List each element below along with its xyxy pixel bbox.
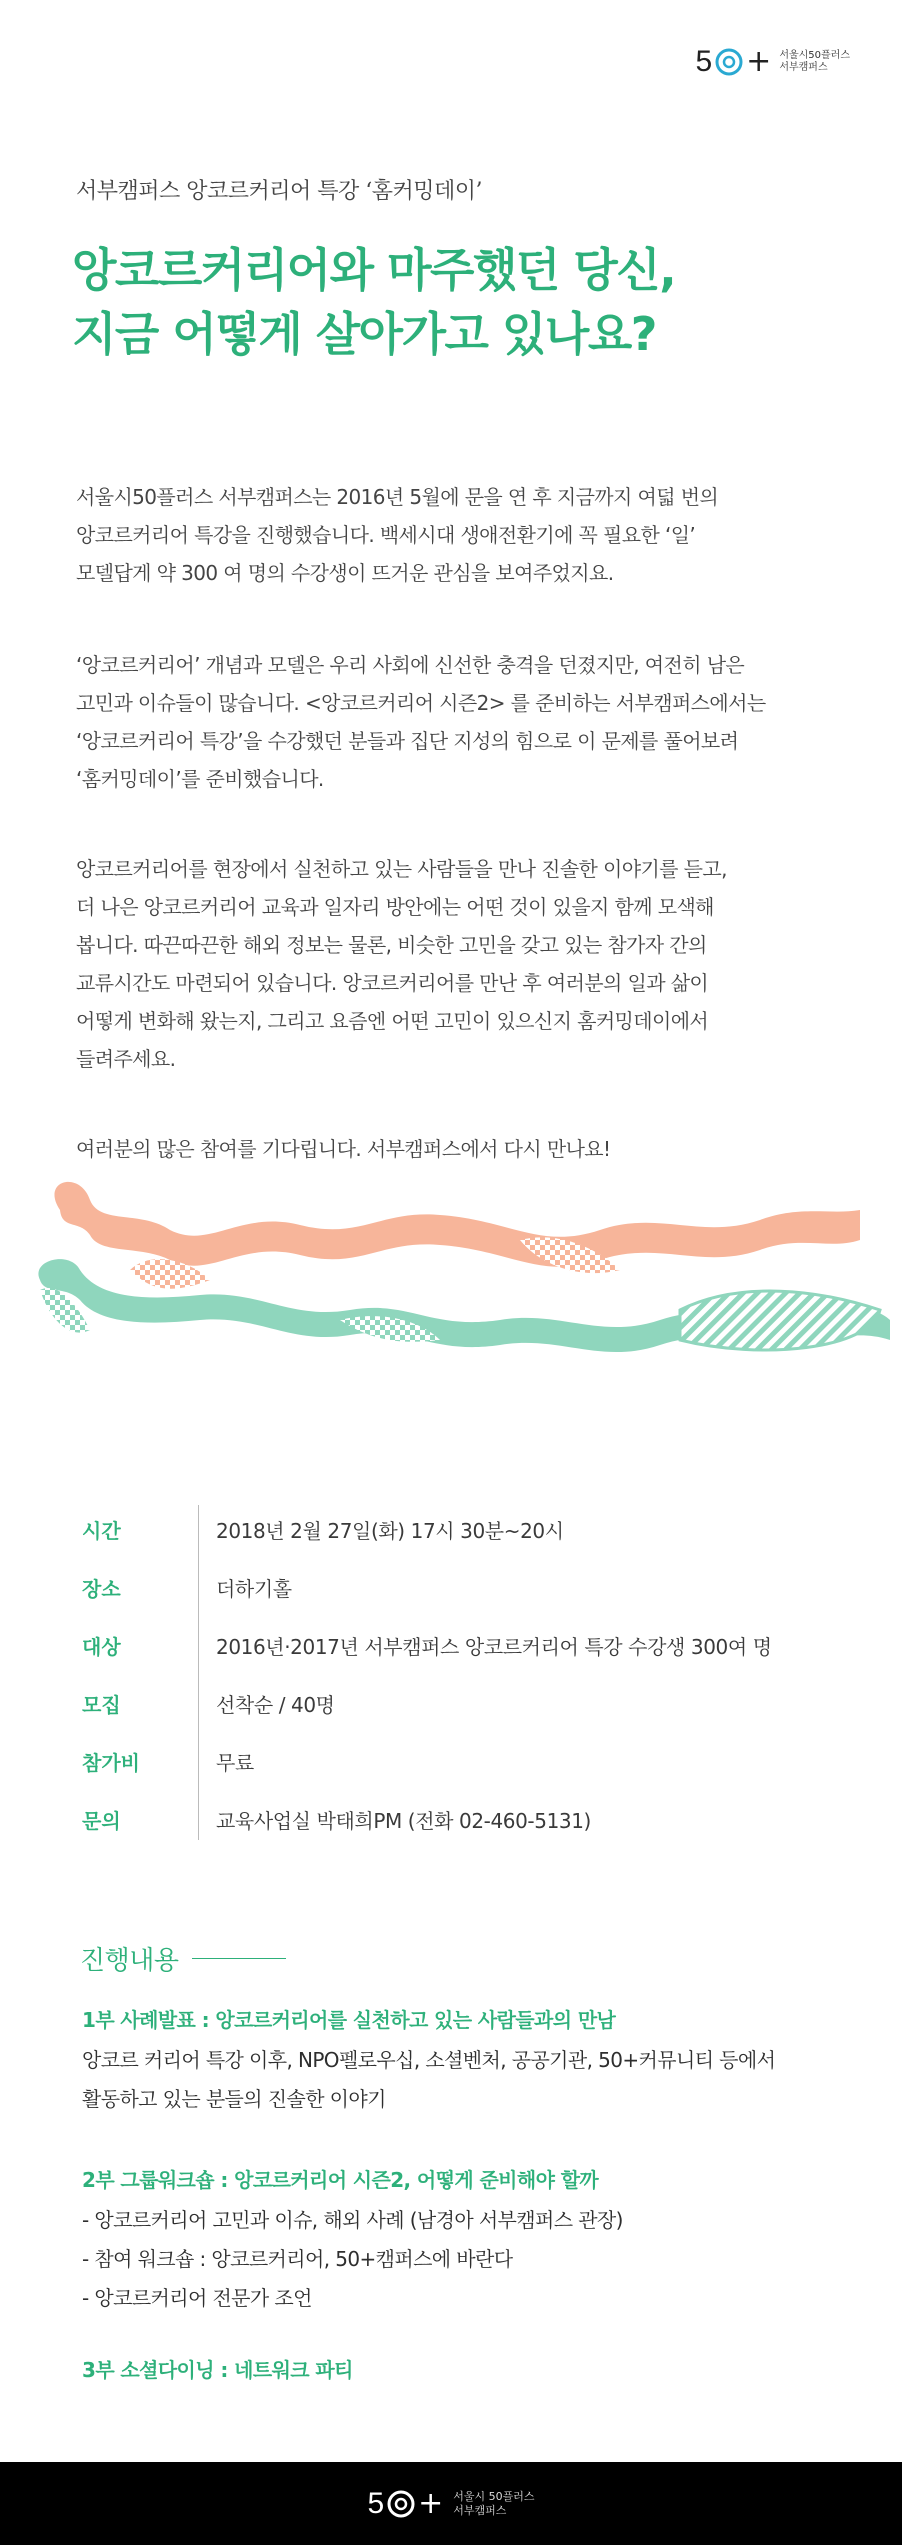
event-headline <box>72 238 675 366</box>
part-title: 1부 사례발표 : 앙코르커리어를 실천하고 있는 사람들과의 만남 <box>82 2008 616 2032</box>
info-row-time <box>82 1500 772 1558</box>
headline-line1: 앙코르커리어와 마주했던 당신, <box>72 243 676 297</box>
info-label: 시간 <box>82 1518 121 1543</box>
info-label: 참가비 <box>82 1750 140 1775</box>
info-label: 대상 <box>82 1634 121 1659</box>
info-value: 선착순 / 40명 <box>216 1692 335 1717</box>
footer-logo-ring-icon <box>386 2489 416 2519</box>
info-value: 더하기홀 <box>216 1576 292 1601</box>
logo-plus: + <box>746 44 772 79</box>
headline-line2: 지금 어떻게 살아가고 있나요? <box>72 307 656 361</box>
info-label: 모집 <box>82 1692 121 1717</box>
footer-logo-mark <box>367 2486 443 2521</box>
footer <box>0 2462 902 2545</box>
info-value: 2018년 2월 27일(화) 17시 30분~20시 <box>216 1518 564 1543</box>
brand-logo <box>695 44 850 79</box>
part-title: 2부 그룹워크숍 : 앙코르커리어 시즌2, 어떻게 준비해야 할까 <box>82 2168 599 2192</box>
info-row-contact <box>82 1790 772 1848</box>
footer-text-line2: 서부캠퍼스 <box>453 2503 507 2517</box>
program-title: 진행내용 <box>80 1946 179 1976</box>
program-heading <box>80 1940 286 1977</box>
part-line: - 참여 워크숍 : 앙코르커리어, 50+캠퍼스에 바란다 <box>82 2247 513 2271</box>
footer-logo-number: 5 <box>367 2486 385 2520</box>
part-line: 앙코르 커리어 특강 이후, NPO펠로우십, 소셜벤처, 공공기관, 50+커뮤니티 등에서 <box>82 2048 776 2072</box>
info-value: 교육사업실 박태희PM (전화 02-460-5131) <box>216 1808 591 1833</box>
info-value: 무료 <box>216 1750 254 1775</box>
wave-illustration <box>0 1170 902 1390</box>
footer-logo-plus: + <box>418 2486 444 2521</box>
intro-paragraph-3: 앙코르커리어를 현장에서 실천하고 있는 사람들을 만나 진솔한 이야기를 듣고, 더 나은 앙코르커리어 교육과 일자리 방안에는 어떤 것이 있을지 함께 모색해 봅니다. 따끈따끈한 해외 정보는 물론, 비슷한 고민을 갖고 있는 참가자 간의 교류시간도 마련되어 있습니다. 앙코르커리어를 만난 후 여러분의 일과 삶이 어떻게 변화해 왔는지, 그리고 요즘엔 어떤 고민이 있으신지 홈커밍데이에서 들려주세요. <box>76 857 727 1071</box>
footer-text-line1: 서울시 50플러스 <box>453 2490 535 2504</box>
logo-ring-icon <box>714 47 744 77</box>
peach-wave <box>54 1182 860 1289</box>
intro-paragraph-2: ‘앙코르커리어’ 개념과 모델은 우리 사회에 신선한 충격을 던졌지만, 여전히 남은 고민과 이슈들이 많습니다. <앙코르커리어 시즌2> 를 준비하는 서부캠퍼스에서는 ‘앙코르커리어 특강’을 수강했던 분들과 집단 지성의 힘으로 이 문제를 풀어보려 ‘홈커밍데이’를 준비했습니다. <box>76 653 766 791</box>
logo-text-line1: 서울시50플러스 <box>779 49 850 61</box>
intro-paragraph-1: 서울시50플러스 서부캠퍼스는 2016년 5월에 문을 연 후 지금까지 여덟 번의 앙코르커리어 특강을 진행했습니다. 백세시대 생애전환기에 꼭 필요한 ‘일’ 모델답게 약 300 여 명의 수강생이 뜨거운 관심을 보여주었지요. <box>76 485 719 585</box>
info-row-fee <box>82 1732 772 1790</box>
intro-paragraph-4: 여러분의 많은 참여를 기다립니다. 서부캠퍼스에서 다시 만나요! <box>76 1137 611 1161</box>
program-part-3 <box>82 2354 852 2391</box>
part-line: 활동하고 있는 분들의 진솔한 이야기 <box>82 2087 386 2111</box>
program-part-2 <box>82 2164 852 2318</box>
event-subtitle: 서부캠퍼스 앙코르커리어 특강 ‘홈커밍데이’ <box>76 179 483 204</box>
program-part-1 <box>82 2004 852 2119</box>
program-rule <box>192 1958 286 1959</box>
footer-logo <box>367 2486 534 2521</box>
info-value: 2016년·2017년 서부캠퍼스 앙코르커리어 특강 수강생 300여 명 <box>216 1634 772 1659</box>
part-title: 3부 소셜다이닝 : 네트워크 파티 <box>82 2358 353 2382</box>
logo-mark <box>695 44 771 79</box>
info-label: 문의 <box>82 1808 121 1833</box>
info-row-target <box>82 1616 772 1674</box>
part-line: - 앙코르커리어 전문가 조언 <box>82 2286 312 2310</box>
event-info-table <box>82 1500 772 1848</box>
logo-text-line2: 서부캠퍼스 <box>779 61 828 73</box>
part-line: - 앙코르커리어 고민과 이슈, 해외 사례 (남경아 서부캠퍼스 관장) <box>82 2208 623 2232</box>
info-label: 장소 <box>82 1576 121 1601</box>
info-row-place <box>82 1558 772 1616</box>
logo-number: 5 <box>695 44 713 78</box>
info-row-recruit <box>82 1674 772 1732</box>
